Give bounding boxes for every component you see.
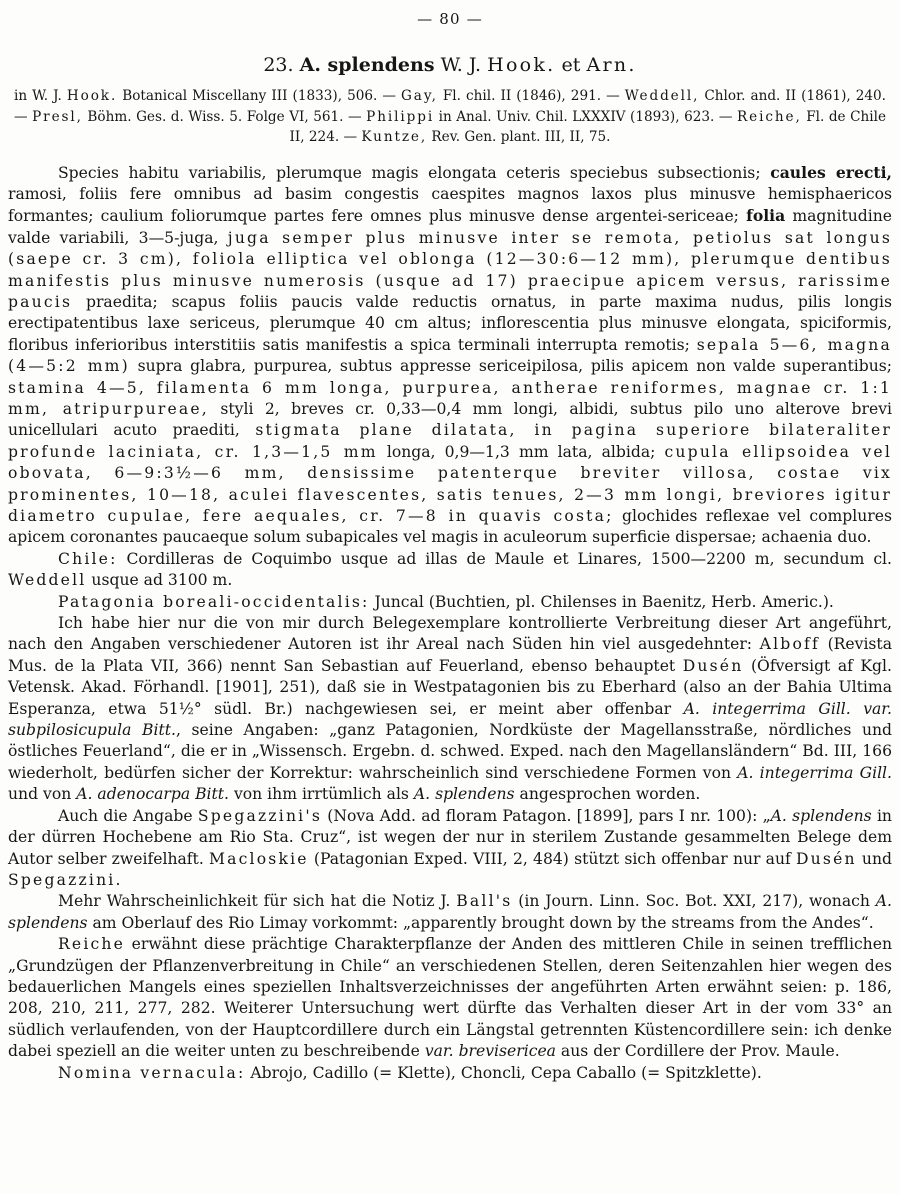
paragraph bbox=[8, 613, 892, 806]
text-segment: Spegazzini bbox=[8, 870, 116, 889]
text-segment: Abrojo, Cadillo (= Klette), Choncli, Cepa Caballo (= Spitzklette). bbox=[245, 1063, 762, 1082]
text-segment: . bbox=[115, 870, 121, 889]
paragraph bbox=[8, 592, 892, 613]
text-segment: var. brevisericea bbox=[424, 1042, 556, 1061]
paragraph bbox=[8, 549, 892, 592]
text-segment: Patagonia boreali-occidentalis: bbox=[58, 592, 370, 611]
text-segment: Philippi bbox=[366, 108, 435, 125]
text-segment: Macloskie bbox=[208, 849, 309, 868]
text-segment: (in Journ. Linn. Soc. Bot. XXI, 217), wonach bbox=[512, 892, 876, 911]
text-segment: Kuntze, bbox=[361, 129, 428, 145]
text-segment: angesprochen worden. bbox=[514, 785, 701, 804]
text-segment: in Anal. Univ. Chil. LXXXIV (1893), 623. — bbox=[434, 108, 737, 125]
text-segment: Dusén bbox=[795, 849, 857, 868]
text-segment: Dusén bbox=[682, 656, 744, 675]
text-segment: A. splendens bbox=[8, 892, 893, 932]
text-segment: folia bbox=[746, 206, 786, 226]
text-segment: und von bbox=[8, 785, 77, 804]
text-segment: Gay, bbox=[401, 88, 438, 104]
text-segment: (Revista Mus. de la Plata VII, 366) nennt San Sebastian auf Feuerland, ebenso behauptet bbox=[8, 635, 892, 675]
paragraph bbox=[8, 891, 892, 934]
text-segment: Auch die Angabe bbox=[58, 806, 198, 825]
text-segment: Chile: bbox=[58, 549, 118, 568]
text-segment: Weddell bbox=[8, 571, 87, 590]
text-segment: Juncal (Buchtien, pl. Chilenses in Baenitz, Herb. Americ.). bbox=[369, 592, 834, 611]
text-segment: Species habitu variabilis, plerumque magis elongata ceteris speciebus subsectionis; bbox=[58, 163, 771, 182]
text-segment: caules erecti, bbox=[770, 162, 892, 182]
text-segment: Hook. bbox=[487, 54, 556, 76]
text-segment: Chlor. and. II (1861), 240. — bbox=[14, 88, 887, 125]
text-segment: Reiche bbox=[58, 935, 126, 954]
text-segment: Weddell, bbox=[624, 88, 700, 104]
text-segment: Botanical Miscellany III (1833), 506. — bbox=[117, 88, 402, 104]
text-segment: Spegazzini's bbox=[197, 806, 323, 825]
text-segment: et bbox=[555, 54, 587, 76]
text-segment: Fl. chil. II (1846), 291. — bbox=[437, 88, 625, 104]
text-segment: A. adenocarpa Bitt. bbox=[76, 785, 230, 804]
text-segment: Fl. de Chile II, 224. — bbox=[289, 108, 886, 145]
text-segment: in der dürren Hochebene am Rio Sta. Cruz“, ist wegen der nur in sterilem Zustande gesammelten Belege dem Autor selber zweifelhaft. bbox=[8, 806, 892, 868]
text-segment: am Oberlauf des Rio Limay vorkommt: „apparently brought down by the streams from the Andes“. bbox=[87, 913, 874, 932]
text-segment: usque ad 3100 m. bbox=[86, 571, 233, 590]
text-segment: (Nova Add. ad floram Patagon. [1899], pars I nr. 100): „ bbox=[322, 806, 771, 825]
text-segment: A. splendens bbox=[413, 785, 515, 804]
text-segment: Presl, bbox=[32, 108, 83, 125]
text-segment: Ball's bbox=[456, 892, 513, 911]
text-segment: longa, 0,9—1,3 mm lata, albida; bbox=[377, 442, 665, 461]
text-segment: A. splendens bbox=[299, 54, 435, 76]
paragraph bbox=[8, 934, 892, 1062]
species-heading bbox=[8, 54, 892, 76]
page-number: — 80 — bbox=[417, 10, 483, 28]
text-segment: erwähnt diese prächtige Charakterpflanze der Anden des mittleren Chile in seinen trefflichen „Grundzügen der Pflanzenverbreitung in Chile“ an verschiedenen Stellen, deren Seitenzahlen hier wegen des bedauerlichen Mangels eines speziellen Inhaltsverzeichnisses der angeführten Arten erwähnt seien: p. 186, 208, 210, 211, 277, 282. Weiterer Untersuchung wert dürfte das Verhalten dieser Art in der vom 33° an südlich verlaufenden, von der Hauptcordillere durch ein Längstal getrennten Küstencordillere sein: ich denke dabei speziell an die weiter unten zu beschreibende bbox=[8, 935, 892, 1061]
text-segment: Cordilleras de Coquimbo usque ad illas de Maule et Linares, 1500—2200 m, secundum cl. bbox=[117, 549, 892, 568]
text-segment: von ihm irrtümlich als bbox=[229, 785, 414, 804]
text-segment: Nomina vernacula: bbox=[58, 1063, 246, 1082]
citation-block bbox=[14, 86, 886, 148]
text-segment: W. J. bbox=[434, 54, 488, 76]
text-segment: Ich habe hier nur die von mir durch Belegexemplare kontrollierte Verbreitung dieser Art angeführt, nach den Angaben verschiedener Autoren ist ihr Areal nach Süden hin viel ausgedehnter: bbox=[8, 614, 892, 654]
text-segment: praedita; scapus foliis paucis valde reductis ornatus, in parte maxima nudus, pilis longis erectipatentibus laxe sericeus, plerumque 40 cm altus; inflorescentia plus minusve elongata, spiciformis, floribus inferioribus interstitiis satis manifestis a spica terminali interrupta remotis; bbox=[8, 292, 892, 354]
text-segment: Mehr Wahrscheinlichkeit für sich hat die Notiz J. bbox=[58, 892, 457, 911]
text-segment: ramosi, foliis fere omnibus ad basim congestis caespites magnos laxos plus minusve hemisphaericos formantes; caulium foliorumque partes fere omnes plus minusve dense argentei-sericeae; bbox=[8, 184, 892, 226]
text-segment: (Öfversigt af Kgl. Vetensk. Akad. Förhandl. [1901], 251), daß sie in Westpatagonien bis zu Eberhard (also an der Bahia Ultima Esperanza, etwa 51½° südl. Br.) nachgewiesen sei, er meint aber offenbar bbox=[8, 656, 892, 718]
text-segment: Reiche, bbox=[736, 108, 802, 125]
text-segment: cupula ellipsoidea vel obovata, 6—9:3½—6 mm, densissime patenterque breviter villosa, costae vix prominentes, 10—18, aculei flavescentes, satis tenues, 2—3 mm longi, breviores igitur diametro cupulae, fere aequales, cr. 7—8 in quavis costa; bbox=[8, 442, 892, 525]
text-segment: Hook. bbox=[66, 88, 118, 104]
text-segment: stamina 4—5, filamenta 6 mm longa, purpurea, antherae reniformes, magnae cr. 1:1 mm, atripurpureae, bbox=[8, 378, 892, 418]
text-segment: in W. J. bbox=[14, 88, 67, 104]
text-segment: sepala 5—6, magna (4—5:2 mm) bbox=[8, 335, 892, 376]
text-segment: stigmata plane dilatata, in pagina superiore bilateraliter profunde laciniata, cr. 1,3—1,5 mm bbox=[8, 421, 892, 461]
text-segment: Böhm. Ges. d. Wiss. 5. Folge VI, 561. — bbox=[82, 108, 367, 125]
paragraph bbox=[8, 1063, 892, 1084]
paragraph bbox=[8, 806, 892, 892]
paragraph bbox=[8, 162, 892, 549]
text-segment: aus der Cordillere der Prov. Maule. bbox=[555, 1042, 840, 1061]
text-segment: Rev. Gen. plant. III, II, 75. bbox=[427, 129, 611, 145]
text-segment: A. integerrima Gill. var. subpilosicupula Bitt. bbox=[8, 699, 892, 740]
text-segment: und bbox=[856, 849, 892, 868]
text-segment: A. integerrima Gill. bbox=[737, 763, 892, 782]
text-segment: juga semper plus minusve inter se remota, petiolus sat longus (saepe cr. 3 cm), foliola elliptica vel oblonga (12—30:6—12 mm), plerumque dentibus manifestis plus minusve numerosis (usque ad 17) praecipue apicem versus, rarissime paucis bbox=[8, 228, 892, 311]
body-text bbox=[8, 162, 892, 1084]
text-segment: (Patagonian Exped. VIII, 2, 484) stützt sich offenbar nur auf bbox=[308, 849, 796, 868]
text-segment: , seine Angaben: „ganz Patagonien, Nordküste der Magellansstraße, nördliches und östliches Feuerland“, die er in „Wissensch. Ergebn. d. schwed. Exped. nach den Magellansländern“ Bd. III, 166 wiederholt, bedürfen sicher der Korrektur: wahrscheinlich sind verschiedene Formen von bbox=[8, 721, 893, 782]
text-segment: glochides reflexae vel complures apicem coronantes paucaeque solum subapicales vel magis in aculeorum superficie dispersae; achaenia duo. bbox=[8, 507, 892, 547]
text-segment: supra glabra, purpurea, subtus appresse sericeipilosa, pilis apicem non valde superantibus; bbox=[129, 357, 892, 376]
text-segment: 23. bbox=[263, 54, 300, 76]
text-segment: Arn. bbox=[586, 54, 637, 76]
text-segment: magnitudine valde variabili, 3—5-juga, bbox=[8, 207, 892, 247]
text-segment: Alboff bbox=[759, 635, 820, 654]
text-segment: styli 2, breves cr. 0,33—0,4 mm longi, albidi, subtus pilo uno alterove brevi unicellulari acuto praediti, bbox=[8, 399, 892, 440]
text-segment: A. splendens bbox=[770, 806, 872, 825]
